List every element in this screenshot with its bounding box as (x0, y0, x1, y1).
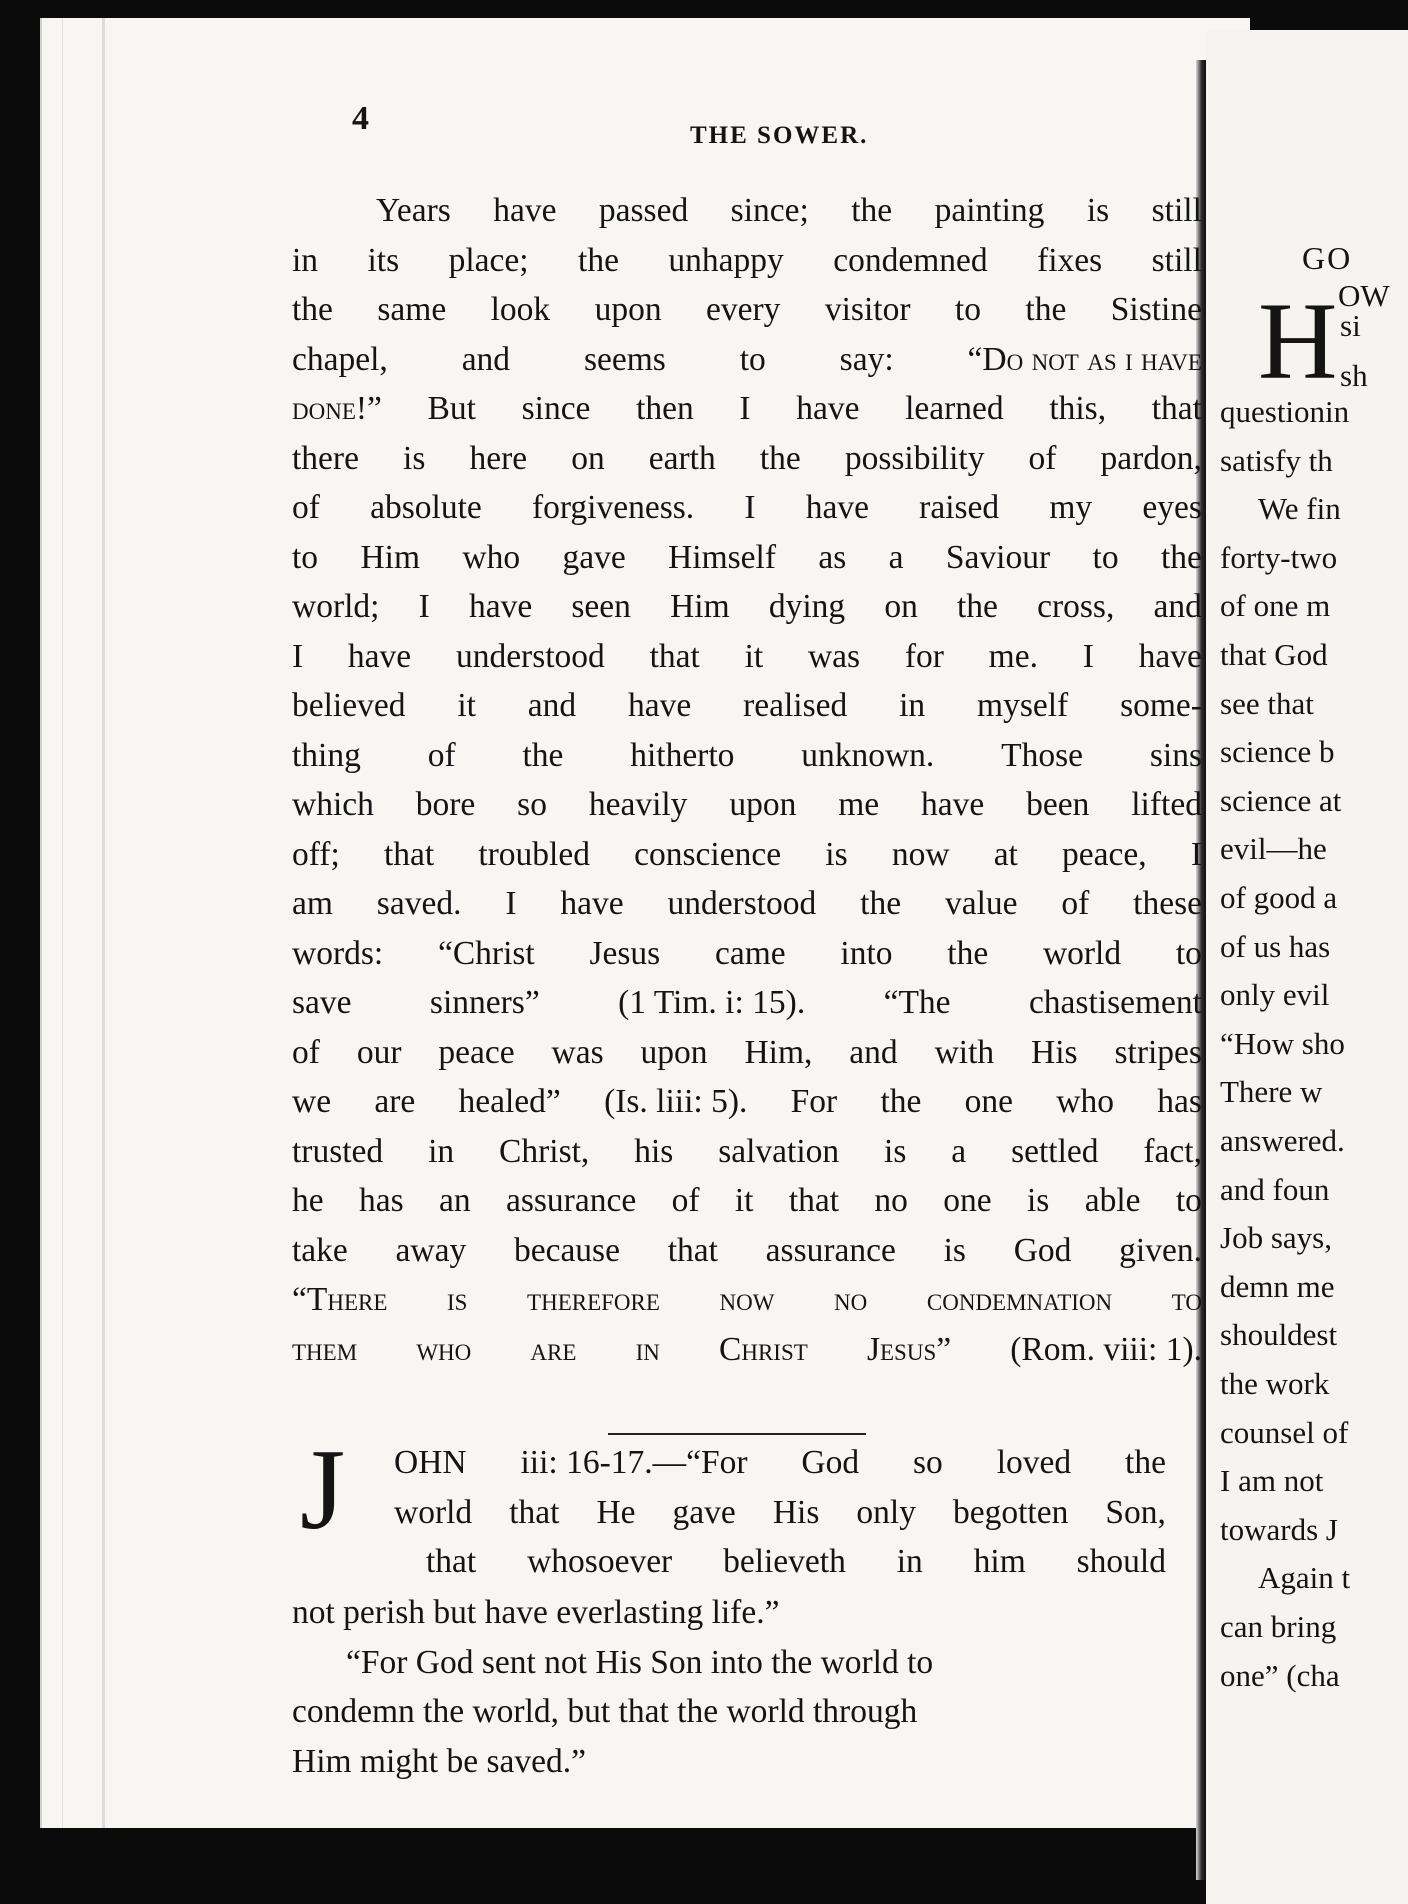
word: still (1151, 241, 1202, 279)
right-text-line: of good a (1220, 880, 1338, 915)
word: realised (743, 687, 848, 724)
word: the (522, 736, 564, 774)
word: in (292, 241, 319, 279)
word: Him, (744, 1033, 813, 1071)
word: it (734, 1182, 754, 1219)
word: God (801, 1444, 860, 1481)
word: painting (934, 192, 1045, 229)
word: has (1157, 1083, 1202, 1120)
word: Sistine (1110, 291, 1202, 328)
word: world; (292, 588, 380, 625)
word: healed” (458, 1083, 561, 1120)
word: an (439, 1182, 471, 1219)
word: unknown. (801, 736, 935, 774)
text-line (292, 1077, 1202, 1127)
word: and (1153, 588, 1202, 625)
word: are (374, 1083, 416, 1120)
word: salvation (718, 1132, 840, 1170)
word: of (1028, 439, 1057, 477)
word: place; (448, 241, 529, 279)
word: are (530, 1330, 577, 1368)
text-line (292, 830, 1202, 880)
word: lifted (1131, 786, 1202, 823)
drop-cap: J (300, 1426, 346, 1554)
word: in (635, 1330, 660, 1368)
word: the (956, 588, 998, 625)
word: that (667, 1231, 718, 1269)
word: since (521, 390, 591, 427)
text-line (292, 483, 1202, 533)
word: them (292, 1330, 358, 1368)
word: then (636, 390, 694, 427)
text-line (292, 879, 1202, 929)
word: But (427, 390, 476, 427)
word: now (891, 835, 950, 873)
text-line (292, 1275, 1202, 1325)
word: for (904, 637, 944, 675)
word: and (527, 687, 577, 724)
word: say: (839, 340, 894, 378)
right-text-line: see that (1220, 685, 1314, 721)
word: His (1031, 1033, 1078, 1071)
text-line (394, 1488, 1166, 1538)
right-text-line: There w (1220, 1074, 1323, 1110)
word: been (1026, 786, 1090, 823)
word: upon (594, 291, 662, 328)
word: God (1013, 1231, 1072, 1269)
word: learned (905, 390, 1004, 427)
word: of (292, 489, 320, 526)
word: on (884, 588, 918, 625)
word: thing (292, 736, 361, 774)
word: hitherto (630, 736, 735, 774)
word: to (292, 538, 319, 576)
word: have (628, 687, 692, 724)
word: sinners” (429, 984, 540, 1021)
right-text-line: that God (1220, 637, 1328, 672)
verse-continuation (292, 1588, 1172, 1786)
word: seems (583, 340, 666, 378)
word: this, (1049, 390, 1107, 427)
word: I (292, 637, 304, 675)
word: visitor (824, 291, 911, 328)
word: unhappy (668, 241, 784, 279)
word: He (596, 1493, 636, 1531)
word: was (807, 637, 861, 675)
word: cross, (1037, 588, 1115, 625)
text-line (292, 582, 1202, 632)
text-line (292, 533, 1202, 583)
word: some- (1120, 687, 1202, 724)
right-text-line: I am not (1220, 1463, 1324, 1499)
word: is (1086, 192, 1110, 229)
word: forgiveness. (531, 489, 695, 526)
word: words: (292, 934, 384, 972)
word: fact, (1143, 1132, 1202, 1170)
text-line (292, 1176, 1202, 1226)
word: now (719, 1281, 775, 1318)
right-text-line: one” (cha (1220, 1657, 1340, 1693)
text-line (292, 1226, 1202, 1276)
word: there (292, 439, 359, 477)
page-edge (62, 18, 63, 1828)
word: the (1025, 291, 1067, 328)
word: so (517, 786, 547, 823)
word: have (560, 885, 624, 922)
text-line (292, 780, 1202, 830)
text-line (292, 1127, 1202, 1177)
word: Saviour (945, 538, 1051, 576)
word: to (1171, 1281, 1202, 1318)
word: since; (730, 192, 809, 229)
word: Years (376, 192, 451, 229)
word: whosoever (527, 1543, 673, 1580)
word: to (1092, 538, 1119, 576)
word: have (493, 192, 557, 229)
text-line: “For God sent not His Son into the world to (346, 1643, 934, 1681)
word: “Do not as i have (967, 340, 1202, 378)
word: condemnation (926, 1281, 1113, 1318)
word: stripes (1114, 1033, 1202, 1071)
text-line (292, 384, 1202, 434)
word: look (490, 291, 551, 328)
word: its (367, 241, 400, 279)
right-text-line: shouldest (1220, 1317, 1338, 1353)
right-drop-line: OW (1338, 278, 1390, 313)
text-line (292, 731, 1202, 781)
word: chapel, (292, 340, 388, 378)
word: to (1175, 934, 1202, 972)
word: upon (729, 786, 797, 823)
word: trusted (292, 1132, 384, 1170)
word: “There (292, 1281, 388, 1318)
word: have (1138, 637, 1202, 675)
text-line (292, 681, 1202, 731)
word: understood (667, 885, 817, 922)
word: at (993, 835, 1018, 873)
text-line (292, 1325, 1202, 1375)
word: believed (292, 687, 406, 724)
word: me (838, 786, 880, 823)
text-line (292, 434, 1202, 484)
word: has (358, 1182, 404, 1219)
word: able (1084, 1182, 1141, 1219)
word: off; (292, 835, 340, 873)
word: the (947, 934, 989, 972)
right-text-line: We fin (1258, 491, 1341, 527)
word: value (944, 885, 1018, 922)
word: I (1190, 835, 1202, 873)
text-line (394, 1438, 1166, 1488)
word: (Rom. viii: 1). (1010, 1330, 1202, 1368)
word: who (1056, 1083, 1114, 1120)
right-text-line: science at (1220, 782, 1342, 818)
word: and (461, 340, 511, 378)
text-line: Him might be saved.” (292, 1742, 586, 1780)
word: him (973, 1543, 1026, 1580)
word: peace, (1062, 835, 1147, 873)
word: the (1160, 538, 1202, 576)
word: absolute (370, 489, 482, 526)
word: conscience (634, 835, 782, 873)
word: a (951, 1132, 967, 1170)
word: only (856, 1493, 916, 1531)
word: I (418, 588, 430, 625)
word: Him (670, 588, 730, 625)
word: here (469, 439, 528, 477)
text-line: not perish but have everlasting life.” (292, 1594, 780, 1631)
word: who (416, 1330, 472, 1368)
word: OHN (394, 1444, 467, 1481)
running-head: THE SOWER. (690, 122, 869, 149)
word: in (896, 1543, 923, 1580)
word: into (840, 934, 893, 972)
word: done!” (292, 390, 382, 427)
word: condemned (833, 241, 988, 279)
word: For (790, 1083, 838, 1120)
word: passed (598, 192, 689, 229)
right-text-line: Job says, (1220, 1220, 1332, 1256)
word: these (1133, 885, 1202, 922)
word: the (292, 291, 333, 328)
word: that (788, 1182, 840, 1219)
word: therefore (527, 1281, 660, 1318)
word: take (292, 1231, 348, 1269)
right-drop-cap: H (1258, 280, 1338, 402)
word: who (462, 538, 521, 576)
word: of (292, 1033, 320, 1071)
word: to (1175, 1182, 1202, 1219)
word: a (888, 538, 904, 576)
right-text-line: science b (1220, 734, 1335, 770)
right-text-line: evil—he (1220, 831, 1327, 867)
word: no (874, 1182, 908, 1219)
word: that (509, 1493, 560, 1531)
word: that (649, 637, 700, 675)
word: pardon, (1100, 439, 1202, 477)
word: Jesus (589, 934, 661, 972)
word: gave (672, 1493, 736, 1531)
word: I (744, 489, 756, 526)
word: His (772, 1493, 820, 1531)
word: we (292, 1083, 332, 1120)
page-number: 4 (352, 100, 369, 137)
right-text-line: questionin (1220, 394, 1350, 429)
word: have (468, 588, 533, 625)
word: eyes (1142, 489, 1202, 526)
right-text-line: the work (1220, 1366, 1330, 1401)
word: that (426, 1543, 477, 1580)
word: Christ (719, 1330, 808, 1368)
word: raised (919, 489, 1000, 526)
page-edge (102, 18, 105, 1828)
word: world (394, 1493, 473, 1531)
text-line (292, 978, 1202, 1028)
word: world (1042, 934, 1122, 972)
word: on (571, 439, 605, 477)
text-line (394, 1537, 1166, 1587)
word: the (860, 885, 902, 922)
word: to (739, 340, 766, 378)
text-line (292, 186, 1202, 236)
word: my (1049, 489, 1093, 526)
word: every (706, 291, 781, 328)
word: so (913, 1444, 943, 1481)
word: because (513, 1231, 620, 1269)
word: (1 Tim. i: 15). (618, 984, 806, 1021)
right-text-line: only evil (1220, 977, 1330, 1013)
word: away (395, 1231, 467, 1269)
word: assurance (505, 1182, 637, 1219)
word: I (1082, 637, 1094, 675)
word: have (805, 489, 869, 526)
word: of (427, 736, 456, 774)
word: of (1061, 885, 1090, 922)
word: our (356, 1033, 402, 1071)
word: believeth (723, 1543, 846, 1580)
word: Christ, (499, 1132, 590, 1170)
text-line (292, 632, 1202, 682)
word: possibility (844, 439, 985, 477)
right-page-heading: GO (1302, 240, 1353, 276)
word: “The (883, 984, 951, 1021)
text-line (292, 236, 1202, 286)
right-text-line: towards J (1220, 1511, 1338, 1547)
word: is (1027, 1182, 1050, 1219)
right-text-line: can bring (1220, 1609, 1337, 1644)
word: loved (996, 1444, 1072, 1481)
right-text-line: of one m (1220, 588, 1331, 624)
word: bore (415, 786, 476, 823)
word: save (292, 984, 352, 1021)
word: still (1151, 192, 1202, 229)
word: Him (360, 538, 420, 576)
word: saved. (376, 885, 462, 922)
word: Son, (1105, 1493, 1166, 1531)
word: as (818, 538, 847, 576)
word: in (899, 687, 926, 724)
word: the (578, 241, 619, 279)
word: is (446, 1281, 468, 1318)
word: one (964, 1083, 1014, 1120)
word: which (292, 786, 374, 823)
text-line: condemn the world, but that the world through (292, 1693, 918, 1730)
word: earth (648, 439, 716, 477)
word: (Is. liii: 5). (604, 1083, 748, 1120)
word: should (1076, 1543, 1166, 1580)
word: iii: 16-17.—“For (520, 1444, 748, 1481)
text-line (292, 929, 1202, 979)
word: myself (977, 687, 1069, 724)
word: have (347, 637, 412, 675)
right-text-line: of us has (1220, 928, 1331, 964)
word: “Christ (437, 934, 535, 972)
word: understood (455, 637, 605, 675)
word: I (739, 390, 751, 427)
right-text-line: forty-two (1220, 539, 1338, 575)
word: is (825, 835, 848, 873)
word: upon (640, 1033, 708, 1071)
word: of (671, 1182, 700, 1219)
word: sins (1149, 736, 1202, 774)
right-text-line: “How sho (1220, 1025, 1345, 1061)
word: same (377, 291, 447, 328)
word: settled (1011, 1132, 1099, 1170)
word: gave (562, 538, 626, 576)
word: troubled (478, 835, 590, 873)
word: assurance (765, 1231, 896, 1269)
word: was (551, 1033, 604, 1071)
word: with (934, 1033, 995, 1071)
word: chastisement (1028, 984, 1202, 1021)
word: me. (988, 637, 1038, 675)
right-text-line: sh (1340, 358, 1368, 393)
right-page (1206, 30, 1408, 1904)
word: heavily (588, 786, 688, 823)
word: begotten (953, 1493, 1069, 1531)
word: the (759, 439, 801, 477)
word: that (383, 835, 435, 873)
right-text-line: demn me (1220, 1268, 1335, 1304)
word: that (1151, 390, 1202, 427)
word: and (849, 1033, 898, 1071)
word: came (714, 934, 786, 972)
word: is (403, 439, 426, 477)
word: the (880, 1083, 922, 1120)
word: have (796, 390, 860, 427)
word: it (744, 637, 764, 675)
word: one (943, 1182, 992, 1219)
right-text-line: si (1340, 308, 1361, 343)
right-text-line: answered. (1220, 1123, 1345, 1158)
word: his (634, 1132, 674, 1170)
text-line (292, 285, 1202, 335)
word: in (428, 1132, 455, 1170)
word: Those (1001, 736, 1084, 774)
right-text-line: counsel of (1220, 1414, 1349, 1450)
word: am (292, 885, 333, 922)
word: peace (438, 1033, 515, 1071)
word: the (1125, 1444, 1166, 1481)
word: have (921, 786, 985, 823)
text-line (292, 1028, 1202, 1078)
word: he (292, 1182, 324, 1219)
word: to (954, 291, 981, 328)
word: it (457, 687, 476, 724)
verse-opening (394, 1438, 1166, 1587)
word: Himself (668, 538, 777, 576)
right-text-line: Again t (1258, 1560, 1351, 1596)
word: dying (768, 588, 846, 625)
word: Jesus” (866, 1330, 952, 1368)
right-text-line: satisfy th (1220, 442, 1333, 478)
word: no (834, 1281, 868, 1318)
word: I (505, 885, 517, 922)
right-text-line: and foun (1220, 1171, 1330, 1207)
word: the (851, 192, 893, 229)
paragraph-body (292, 186, 1202, 1374)
section-divider (608, 1433, 866, 1435)
word: is (884, 1132, 907, 1170)
word: given. (1119, 1231, 1202, 1269)
word: is (943, 1231, 966, 1269)
word: seen (571, 588, 631, 625)
word: fixes (1037, 241, 1103, 279)
text-line (292, 335, 1202, 385)
